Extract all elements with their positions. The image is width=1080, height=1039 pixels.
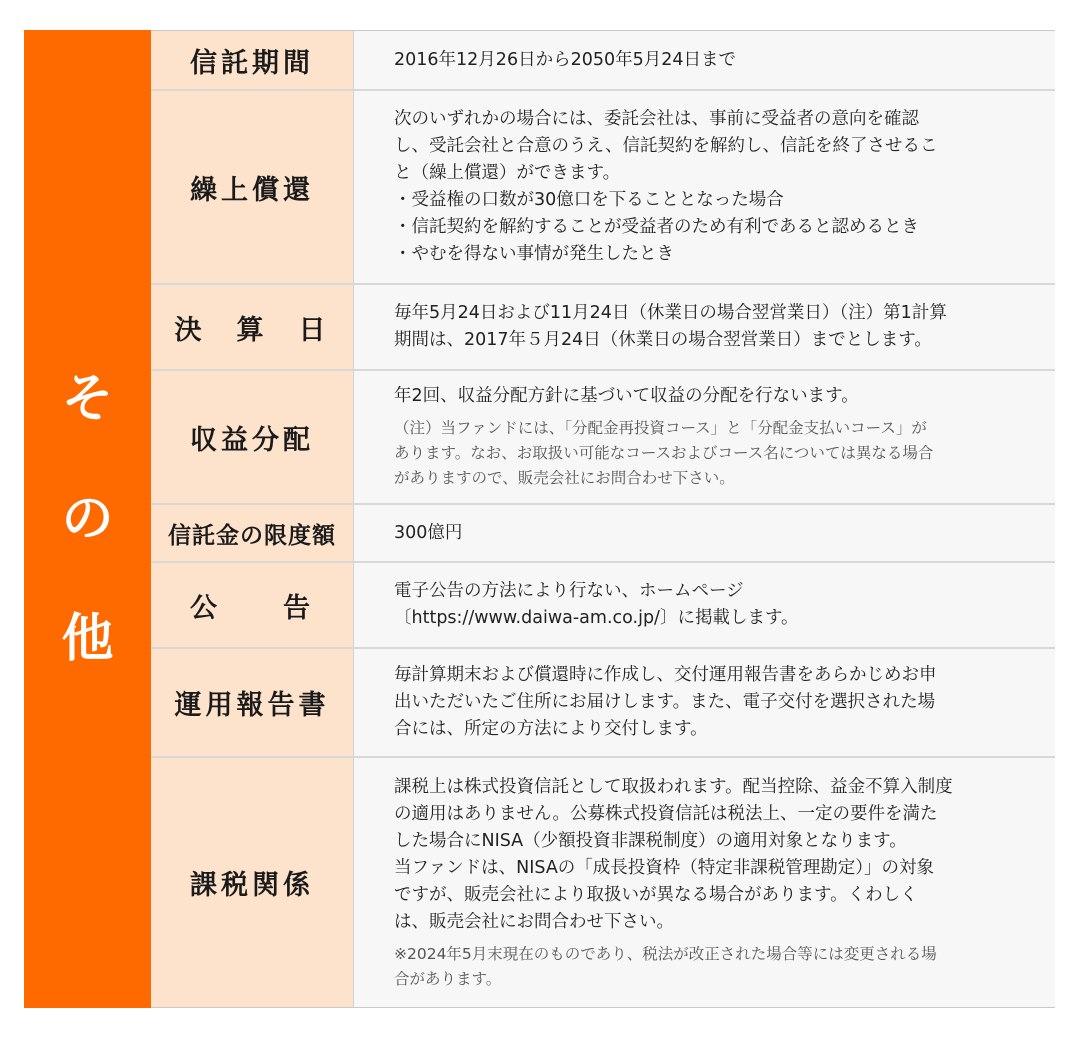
section-title-bar	[24, 30, 151, 1008]
content-line: 2016年12月26日から2050年5月24日まで	[394, 49, 737, 70]
content-line: ・信託契約を解約することが受益者のため有利であると認めるとき	[394, 217, 919, 237]
content-line: 〔https://www.daiwa-am.co.jp/〕に掲載します。	[394, 608, 799, 628]
row-label: 課税関係	[151, 758, 354, 1007]
content-line: 期間は、2017年５月24日（休業日の場合翌営業日）までとします。	[394, 330, 932, 350]
note-line: がありますので、販売会社にお問合わせ下さい。	[394, 469, 735, 487]
note-line: 合があります。	[394, 969, 502, 988]
row-early-redemption	[151, 91, 1055, 283]
note-line: ※2024年5月末現在のものであり、税法が改正された場合等には変更される場	[394, 944, 937, 963]
note-line: （注）当ファンドには、「分配金再投資コース」と「分配金支払いコース」が	[394, 419, 927, 437]
content-line: 次のいずれかの場合には、委託会社は、事前に受益者の意向を確認	[394, 109, 919, 129]
row-settlement-date	[151, 285, 1055, 369]
content-line: ですが、販売会社により取扱いが異なる場合があります。くわしく	[394, 884, 918, 905]
row-label: 決 算 日	[151, 285, 354, 369]
row-distribution	[151, 371, 1055, 503]
row-content	[354, 91, 1055, 283]
section-title-char: 他	[61, 609, 114, 669]
row-content	[354, 285, 1055, 369]
row-trust-limit	[151, 505, 1055, 561]
content-line: 300億円	[394, 522, 463, 543]
row-label: 信託金の限度額	[151, 505, 354, 561]
content-line: ・やむを得ない事情が発生したとき	[394, 244, 674, 264]
row-label: 運用報告書	[151, 649, 354, 756]
content-line: 毎計算期末および償還時に作成し、交付運用報告書をあらかじめお申	[394, 665, 937, 685]
section-title-char: そ	[61, 369, 114, 429]
content-line: 課税上は株式投資信託として取扱われます。配当控除、益金不算入制度	[394, 776, 953, 797]
row-public-notice	[151, 563, 1055, 647]
content-line: の適用はありません。公募株式投資信託は税法上、一定の要件を満た	[394, 803, 938, 824]
content-line: 電子公告の方法により行ない、ホームページ	[394, 581, 744, 601]
content-line: した場合にNISA（少額投資非課税制度）の適用対象となります。	[394, 830, 907, 851]
row-label: 繰上償還	[151, 91, 354, 283]
content-line: と（繰上償還）ができます。	[394, 163, 621, 183]
content-line: 毎年5月24日および11月24日（休業日の場合翌営業日）（注）第1計算	[394, 303, 947, 323]
row-content	[354, 758, 1055, 1007]
row-trust-period	[151, 31, 1055, 89]
row-content	[354, 649, 1055, 756]
row-content	[354, 371, 1055, 503]
content-line: 年2回、収益分配方針に基づいて収益の分配を行ないます。	[394, 386, 859, 406]
row-label: 収益分配	[151, 371, 354, 503]
content-line: 合には、所定の方法により交付します。	[394, 719, 708, 739]
content-line: し、受託会社と合意のうえ、信託契約を解約し、信託を終了させるこ	[394, 136, 938, 156]
content-line: 当ファンドは、NISAの「成長投資枠（特定非課税管理勘定）」の対象	[394, 857, 935, 878]
row-management-report	[151, 649, 1055, 756]
row-label: 信託期間	[151, 31, 354, 89]
row-content	[354, 31, 1055, 89]
content-line: ・受益権の口数が30億口を下ることとなった場合	[394, 190, 784, 210]
row-content	[354, 505, 1055, 561]
content-line: 出いただいたご住所にお届けします。また、電子交付を選択された場	[394, 692, 936, 712]
section-title-char: の	[61, 489, 114, 549]
row-content	[354, 563, 1055, 647]
note-line: あります。なお、お取扱い可能なコースおよびコース名については異なる場合	[394, 444, 934, 462]
content-line: は、販売会社にお問合わせ下さい。	[394, 911, 674, 932]
row-taxation	[151, 758, 1055, 1007]
row-label: 公 告	[151, 563, 354, 647]
